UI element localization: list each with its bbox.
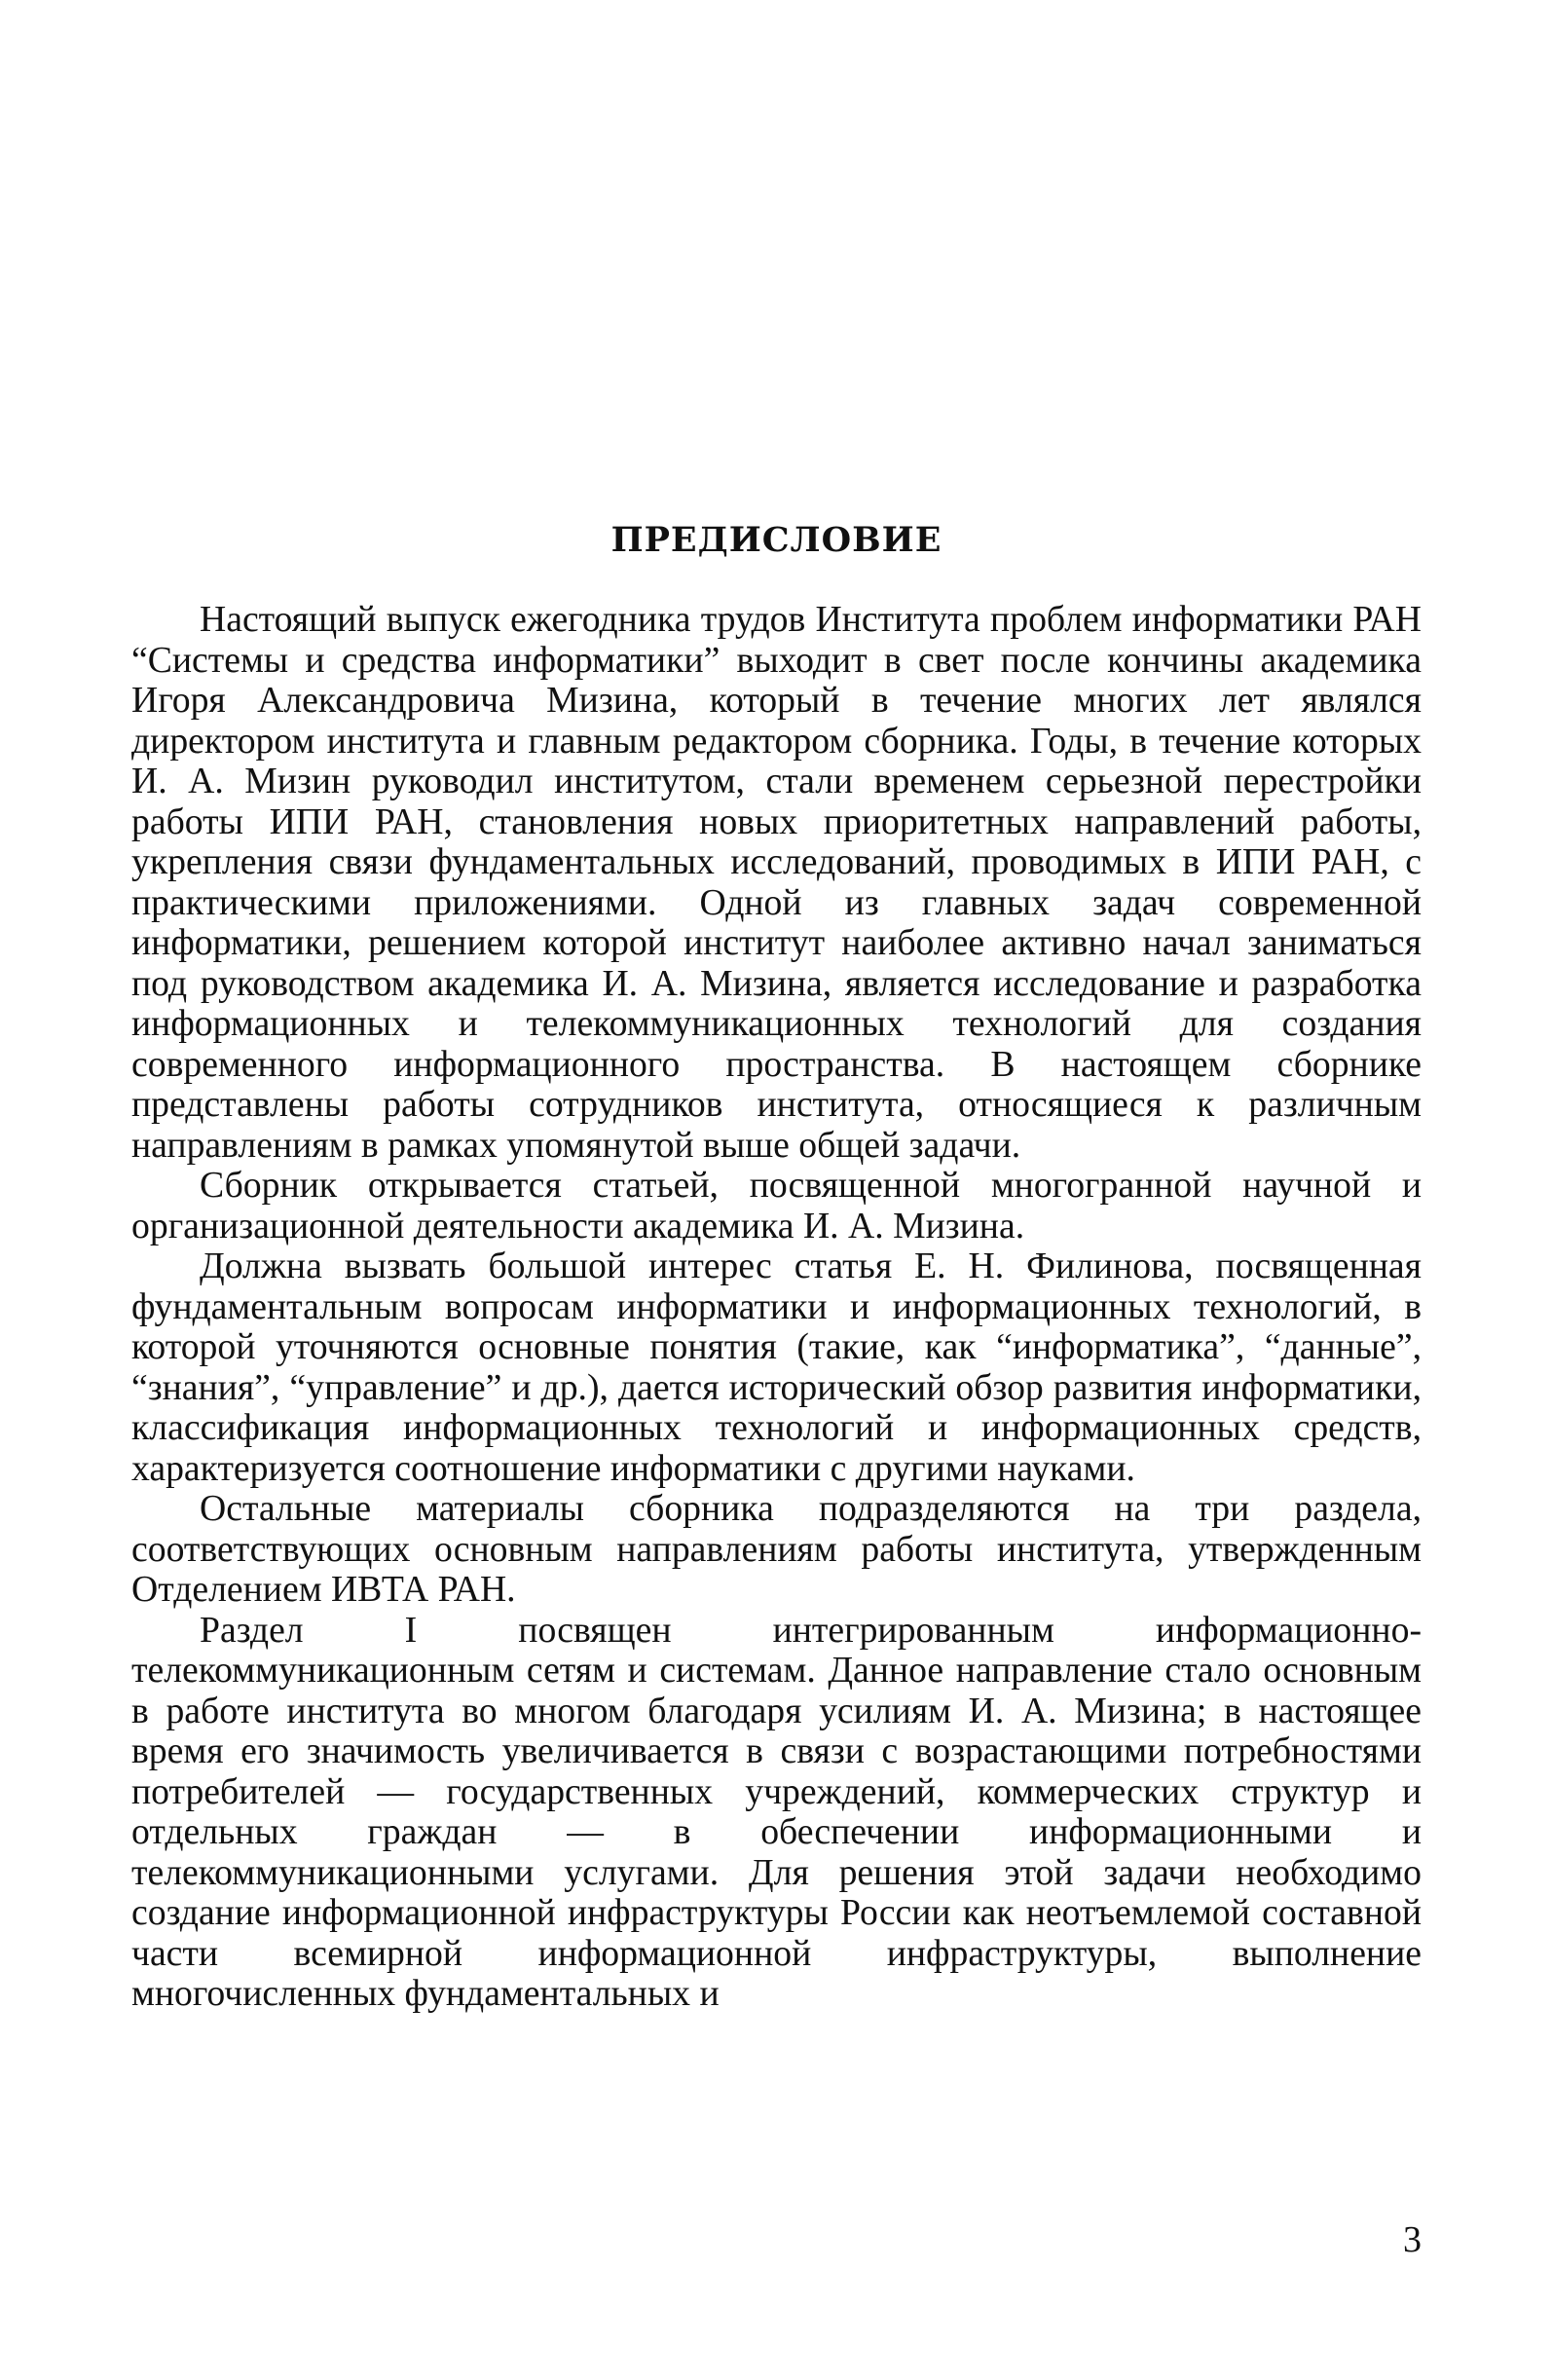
page-title: ПРЕДИСЛОВИЕ bbox=[610, 520, 942, 560]
page-number: 3 bbox=[1403, 2219, 1422, 2260]
paragraph-4: Остальные материалы сборника подразделяются на три раздела, соответствующих основным направлениям работы института, утвержденным Отделением ИВТА РАН. bbox=[131, 1488, 1422, 1610]
paragraph-1: Настоящий выпуск ежегодника трудов Института проблем информатики РАН “Системы и средства информатики” выходит в свет после кончины академика Игоря Александровича Мизина, который в течение многих лет являлся директором института и главным редактором сборника. Годы, в течение которых И. А. Мизин руководил институтом, стали временем серьезной перестройки работы ИПИ РАН, становления новых приоритетных направлений работы, укрепления связи фундаментальных исследований, проводимых в ИПИ РАН, с практическими приложениями. Одной из главных задач современной информатики, решением которой институт наиболее активно начал заниматься под руководством академика И. А. Мизина, является исследование и разработка информационных и телекоммуникационных технологий для создания современного информационного пространства. В настоящем сборнике представлены работы сотрудников института, относящиеся к различным направлениям в рамках упомянутой выше общей задачи. bbox=[131, 599, 1422, 1166]
paragraph-3: Должна вызвать большой интерес статья Е. Н. Филинова, посвященная фундаментальным вопросам информатики и информационных технологий, в которой уточняются основные понятия (такие, как “информатика”, “данные”, “знания”, “управление” и др.), дается исторический обзор развития информатики, классификация информационных технологий и информационных средств, характеризуется соотношение информатики с другими науками. bbox=[131, 1246, 1422, 1489]
page-body bbox=[131, 521, 1422, 2015]
paragraph-5: Раздел I посвящен интегрированным информационно-телекоммуникационным сетям и системам. Данное направление стало основным в работе института во многом благодаря усилиям И. А. Мизина; в настоящее время его значимость увеличивается в связи с возрастающими потребностями потребителей — государственных учреждений, коммерческих структур и отдельных граждан — в обеспечении информационными и телекоммуникационными услугами. Для решения этой задачи необходимо создание информационной инфраструктуры России как неотъемлемой составной части всемирной информационной инфраструктуры, выполнение многочисленных фундаментальных и bbox=[131, 1609, 1422, 2014]
paragraph-2: Сборник открывается статьей, посвященной многогранной научной и организационной деятельности академика И. А. Мизина. bbox=[131, 1165, 1422, 1246]
